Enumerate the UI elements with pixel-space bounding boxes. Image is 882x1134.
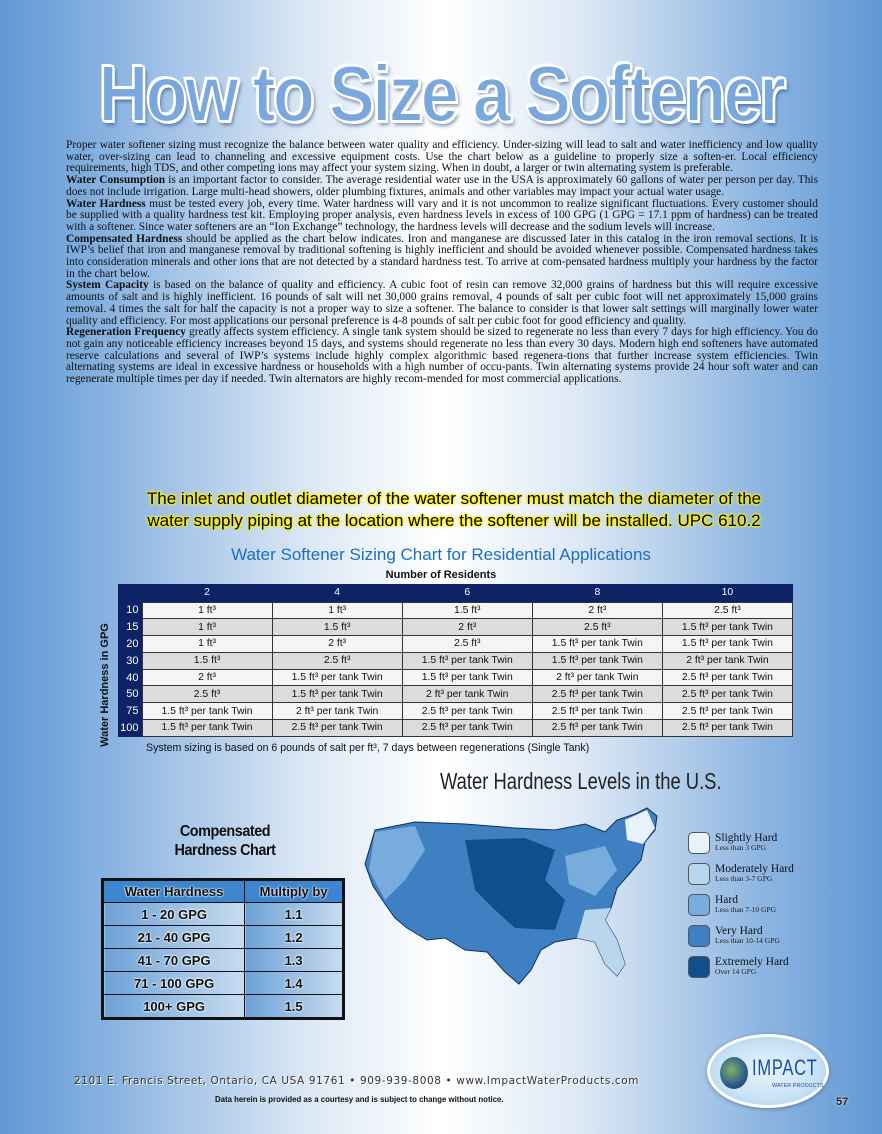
paragraph-text: is based on the balance of quality and efficiency. A cubic foot of resin can remove 32,000 grains of hardness but this will require excessive amounts of salt and is highly inefficient. 16 pounds of salt will net 30,000 grains removal, 4 pounds of salt per cubic foot will net approximately 15,000 grains removal. 4 times the salt for half the capacity is not a proper way to size a softener. The balance to consider is that lower salt settings will marginally lower water quality and efficiency. For most applications our personal preference is 4-8 pounds of salt per cubic foot for good efficiency and quality. (66, 279, 818, 327)
residents-column-header: 8 (594, 587, 601, 599)
hardness-row-header: 30 (126, 654, 139, 667)
legend-item (688, 863, 828, 888)
sizing-cell: 1.5 ft³ per tank Twin (402, 652, 532, 669)
sizing-cell: 1.5 ft³ (402, 602, 532, 619)
corner-cell (118, 584, 142, 602)
legend-sublabel: Less than 7-10 GPG (715, 905, 777, 914)
residents-column-header: 2 (204, 587, 210, 599)
map-title: Water Hardness Levels in the U.S. (440, 768, 722, 794)
compensated-header-multiplier: Multiply by (245, 881, 343, 903)
residents-column-header: 6 (464, 587, 471, 599)
legend-item (688, 956, 828, 981)
multiplier-cell: 1.1 (245, 903, 343, 926)
sizing-cell: 1 ft³ (142, 619, 272, 636)
intro-paragraph (66, 140, 818, 175)
intro-text (66, 140, 818, 386)
sizing-cell: 2.5 ft³ per tank Twin (662, 669, 792, 686)
compensated-title-line-2: Hardness Chart (174, 842, 276, 859)
hardness-row-header: 20 (126, 637, 139, 650)
impact-logo (707, 1034, 829, 1108)
sizing-cell: 2 ft³ per tank Twin (532, 669, 662, 686)
legend-swatch (688, 832, 710, 854)
residents-column-header: 4 (334, 587, 341, 599)
legend-label: Slightly Hard (715, 832, 778, 844)
hardness-row-header: 50 (126, 688, 139, 701)
footer-website-link[interactable]: www.ImpactWaterProducts.com (456, 1075, 640, 1087)
sizing-cell: 1.5 ft³ per tank Twin (142, 703, 272, 720)
paragraph-text: greatly affects system efficiency. A single tank system should be sized to regenerate no less than every 7 days for high efficiency. You do not gain any noticeable efficiency increases beyond 15 days, and systems should regenerate no less than every 30 days. Modern high end softeners have automated reserve calculations and several of IWP’s systems include highly complex algorithmic based regenera-tions that further increase system efficiencies. Twin alternating systems are ideal in excessive hardness or households with a high number of occu-pants. Twin alternating systems provide 24 hour soft water and can regenerate multiple times per day if needed. Twin alternators are highly recom-mended for most commercial applications. (66, 326, 818, 386)
hardness-row-header: 40 (126, 671, 139, 684)
paragraph-text: must be tested every job, every time. Water hardness will vary and it is not uncommon to realize significant fluctuations. Every customer should be supplied with a quality hardness test kit. Employing proper analysis, even hardness levels in excess of 100 GPG (1 GPG = 17.1 ppm of hardness) can be treated with a softener. Since water softeners are an “Ion Exchange” technology, the hardness levels will decrease and the sodium levels will increase. (66, 197, 818, 233)
sizing-cell: 2.5 ft³ (532, 619, 662, 636)
hardness-row-header: 100 (120, 721, 139, 734)
compensated-header-row (104, 881, 343, 903)
compensated-row (104, 949, 343, 972)
hardness-range-cell: 71 - 100 GPG (104, 972, 245, 995)
intro-paragraph (66, 199, 818, 234)
paragraph-text: should be applied as the chart below indicates. Iron and manganese are discussed later in this catalog in the iron removal sections. It is IWP’s belief that iron and manganese removal by traditional softening is highly inefficient and should be avoided whenever possible. Compensated hardness takes into consideration minerals and other ions that are not detected by a standard hardness test. To arrive at com-pensated hardness multiply your hardness by the factor in the chart below. (66, 232, 819, 280)
sizing-cell: 2.5 ft³ per tank Twin (662, 720, 792, 737)
sizing-cell: 1.5 ft³ per tank Twin (532, 636, 662, 653)
sizing-cell: 2.5 ft³ (662, 602, 792, 619)
footer-separator: • (445, 1075, 453, 1087)
sizing-cell: 1.5 ft³ (142, 652, 272, 669)
legend-text (715, 894, 776, 914)
sizing-cell: 2.5 ft³ per tank Twin (532, 686, 662, 703)
sizing-cell: 1 ft³ (272, 602, 402, 619)
compensated-title-line-1: Compensated (179, 823, 271, 840)
sizing-cell: 1.5 ft³ per tank Twin (272, 669, 402, 686)
sizing-footnote: System sizing is based on 6 pounds of salt per ft³, 7 days between regenerations (Single Tank) (146, 742, 590, 754)
legend-text (715, 956, 789, 976)
sizing-cell: 1.5 ft³ per tank Twin (402, 669, 532, 686)
paragraph-lead: Water Consumption (66, 174, 166, 187)
sizing-table (118, 584, 793, 737)
sizing-row (118, 652, 793, 669)
legend-sublabel: Less than 10-14 GPG (715, 936, 780, 945)
legend-text (715, 925, 780, 945)
multiplier-cell: 1.5 (245, 995, 343, 1018)
legend-item (688, 925, 828, 950)
sizing-header-row (118, 584, 793, 602)
hardness-axis-text: Water Hardness in GPG (99, 623, 111, 747)
hardness-range-cell: 1 - 20 GPG (104, 903, 245, 926)
intro-paragraph (66, 234, 818, 281)
legend-text (715, 832, 777, 852)
legend-label: Extremely Hard (715, 956, 789, 968)
legend-sublabel: Less than 3-7 GPG (715, 874, 773, 883)
hardness-row-header: 15 (126, 621, 139, 634)
hardness-axis-label (95, 625, 115, 745)
globe-icon (720, 1057, 748, 1089)
sizing-cell: 2 ft³ (142, 669, 272, 686)
legend-swatch (688, 894, 710, 916)
paragraph-text: is an important factor to consider. The average residential water use in the USA is approximately 60 gallons of water per person per day. This does not include irrigation. Large multi-head showers, older plumbing fixtures, animals and other variables may impact your actual water usage. (66, 174, 818, 198)
upc-notice (84, 488, 824, 532)
paragraph-lead: Regeneration Frequency (66, 326, 186, 339)
sizing-cell: 1.5 ft³ per tank Twin (662, 636, 792, 653)
sizing-cell: 1.5 ft³ per tank Twin (142, 720, 272, 737)
compensated-row (104, 903, 343, 926)
paragraph-lead: Compensated Hardness (66, 232, 183, 245)
sizing-row (118, 619, 793, 636)
sizing-cell: 2 ft³ per tank Twin (402, 686, 532, 703)
notice-line-1: The inlet and outlet diameter of the water softener must match the diameter of the (146, 489, 762, 508)
paragraph-text: Proper water softener sizing must recognize the balance between water quality and efficiency. Under-sizing will lead to salt and water inefficiency and low quality water, over-sizing can lead to channeling and excessive equipment costs. Use the chart below as a guideline to properly size a soften-er. Local efficiency requirements, high TDS, and other competing ions may affect your system sizing. When in doubt, a larger or twin alternating system is preferable. (66, 139, 818, 175)
sizing-cell: 2.5 ft³ per tank Twin (272, 720, 402, 737)
sizing-cell: 1.5 ft³ (272, 619, 402, 636)
sizing-cell: 2.5 ft³ per tank Twin (532, 703, 662, 720)
hardness-range-cell: 41 - 70 GPG (104, 949, 245, 972)
legend-swatch (688, 863, 710, 885)
legend-sublabel: Less than 3 GPG (715, 843, 767, 852)
multiplier-cell: 1.3 (245, 949, 343, 972)
legend-label: Moderately Hard (715, 863, 794, 875)
legend-sublabel: Over 14 GPG (715, 967, 757, 976)
sizing-cell: 2.5 ft³ (142, 686, 272, 703)
footer-address: 2101 E. Francis Street, Ontario, CA USA 91761 (74, 1075, 346, 1087)
footer-contact (74, 1075, 639, 1087)
legend-swatch (688, 956, 710, 978)
sizing-cell: 2.5 ft³ per tank Twin (402, 720, 532, 737)
hardness-range-cell: 21 - 40 GPG (104, 926, 245, 949)
legend-label: Very Hard (715, 925, 763, 937)
page-number: 57 (836, 1096, 849, 1108)
sizing-row (118, 720, 793, 737)
compensated-table (101, 878, 345, 1020)
compensated-header-hardness: Water Hardness (104, 881, 245, 903)
map-legend (688, 832, 828, 987)
sizing-cell: 2.5 ft³ per tank Twin (532, 720, 662, 737)
sizing-cell: 1.5 ft³ per tank Twin (662, 619, 792, 636)
footer-separator: • (349, 1075, 357, 1087)
sizing-row (118, 602, 793, 619)
hardness-range-cell: 100+ GPG (104, 995, 245, 1018)
us-hardness-map (355, 800, 685, 990)
notice-line-2: water supply piping at the location where the softener will be installed. UPC 610.2 (147, 511, 761, 530)
sizing-row (118, 703, 793, 720)
intro-paragraph (66, 327, 818, 386)
compensated-row (104, 995, 343, 1018)
residents-column-header: 10 (721, 587, 734, 599)
sizing-row (118, 636, 793, 653)
sizing-cell: 2 ft³ (272, 636, 402, 653)
paragraph-lead: Water Hardness (66, 197, 146, 210)
hardness-row-header: 10 (126, 604, 139, 617)
multiplier-cell: 1.4 (245, 972, 343, 995)
sizing-cell: 1 ft³ (142, 636, 272, 653)
legend-item (688, 894, 828, 919)
legend-label: Hard (715, 894, 738, 906)
legend-text (715, 863, 794, 883)
sizing-cell: 2 ft³ (532, 602, 662, 619)
sizing-cell: 2 ft³ per tank Twin (662, 652, 792, 669)
sizing-row (118, 669, 793, 686)
sizing-cell: 1.5 ft³ per tank Twin (272, 686, 402, 703)
intro-paragraph (66, 175, 818, 198)
compensated-row (104, 972, 343, 995)
sizing-cell: 2 ft³ (402, 619, 532, 636)
multiplier-cell: 1.2 (245, 926, 343, 949)
paragraph-lead: System Capacity (66, 279, 149, 292)
sizing-cell: 2.5 ft³ per tank Twin (402, 703, 532, 720)
sizing-cell: 2 ft³ per tank Twin (272, 703, 402, 720)
sizing-cell: 2.5 ft³ per tank Twin (662, 703, 792, 720)
sizing-chart-title: Water Softener Sizing Chart for Residential Applications (231, 545, 651, 564)
sizing-cell: 2.5 ft³ per tank Twin (662, 686, 792, 703)
intro-paragraph (66, 280, 818, 327)
sizing-cell: 1 ft³ (142, 602, 272, 619)
legend-item (688, 832, 828, 857)
footer-disclaimer: Data herein is provided as a courtesy and is subject to change without notice. (215, 1095, 504, 1104)
logo-subtitle: WATER PRODUCTS (772, 1083, 824, 1089)
sizing-cell: 2.5 ft³ (402, 636, 532, 653)
compensated-chart-title (140, 822, 311, 860)
residents-label: Number of Residents (385, 569, 497, 581)
logo-brand: IMPACT (752, 1055, 818, 1080)
page-title: How to Size a Softener (98, 49, 784, 138)
sizing-cell: 2.5 ft³ (272, 652, 402, 669)
footer-phone: 909-939-8008 (359, 1075, 442, 1087)
legend-swatch (688, 925, 710, 947)
sizing-row (118, 686, 793, 703)
hardness-row-header: 75 (126, 705, 139, 718)
sizing-cell: 1.5 ft³ per tank Twin (532, 652, 662, 669)
compensated-row (104, 926, 343, 949)
